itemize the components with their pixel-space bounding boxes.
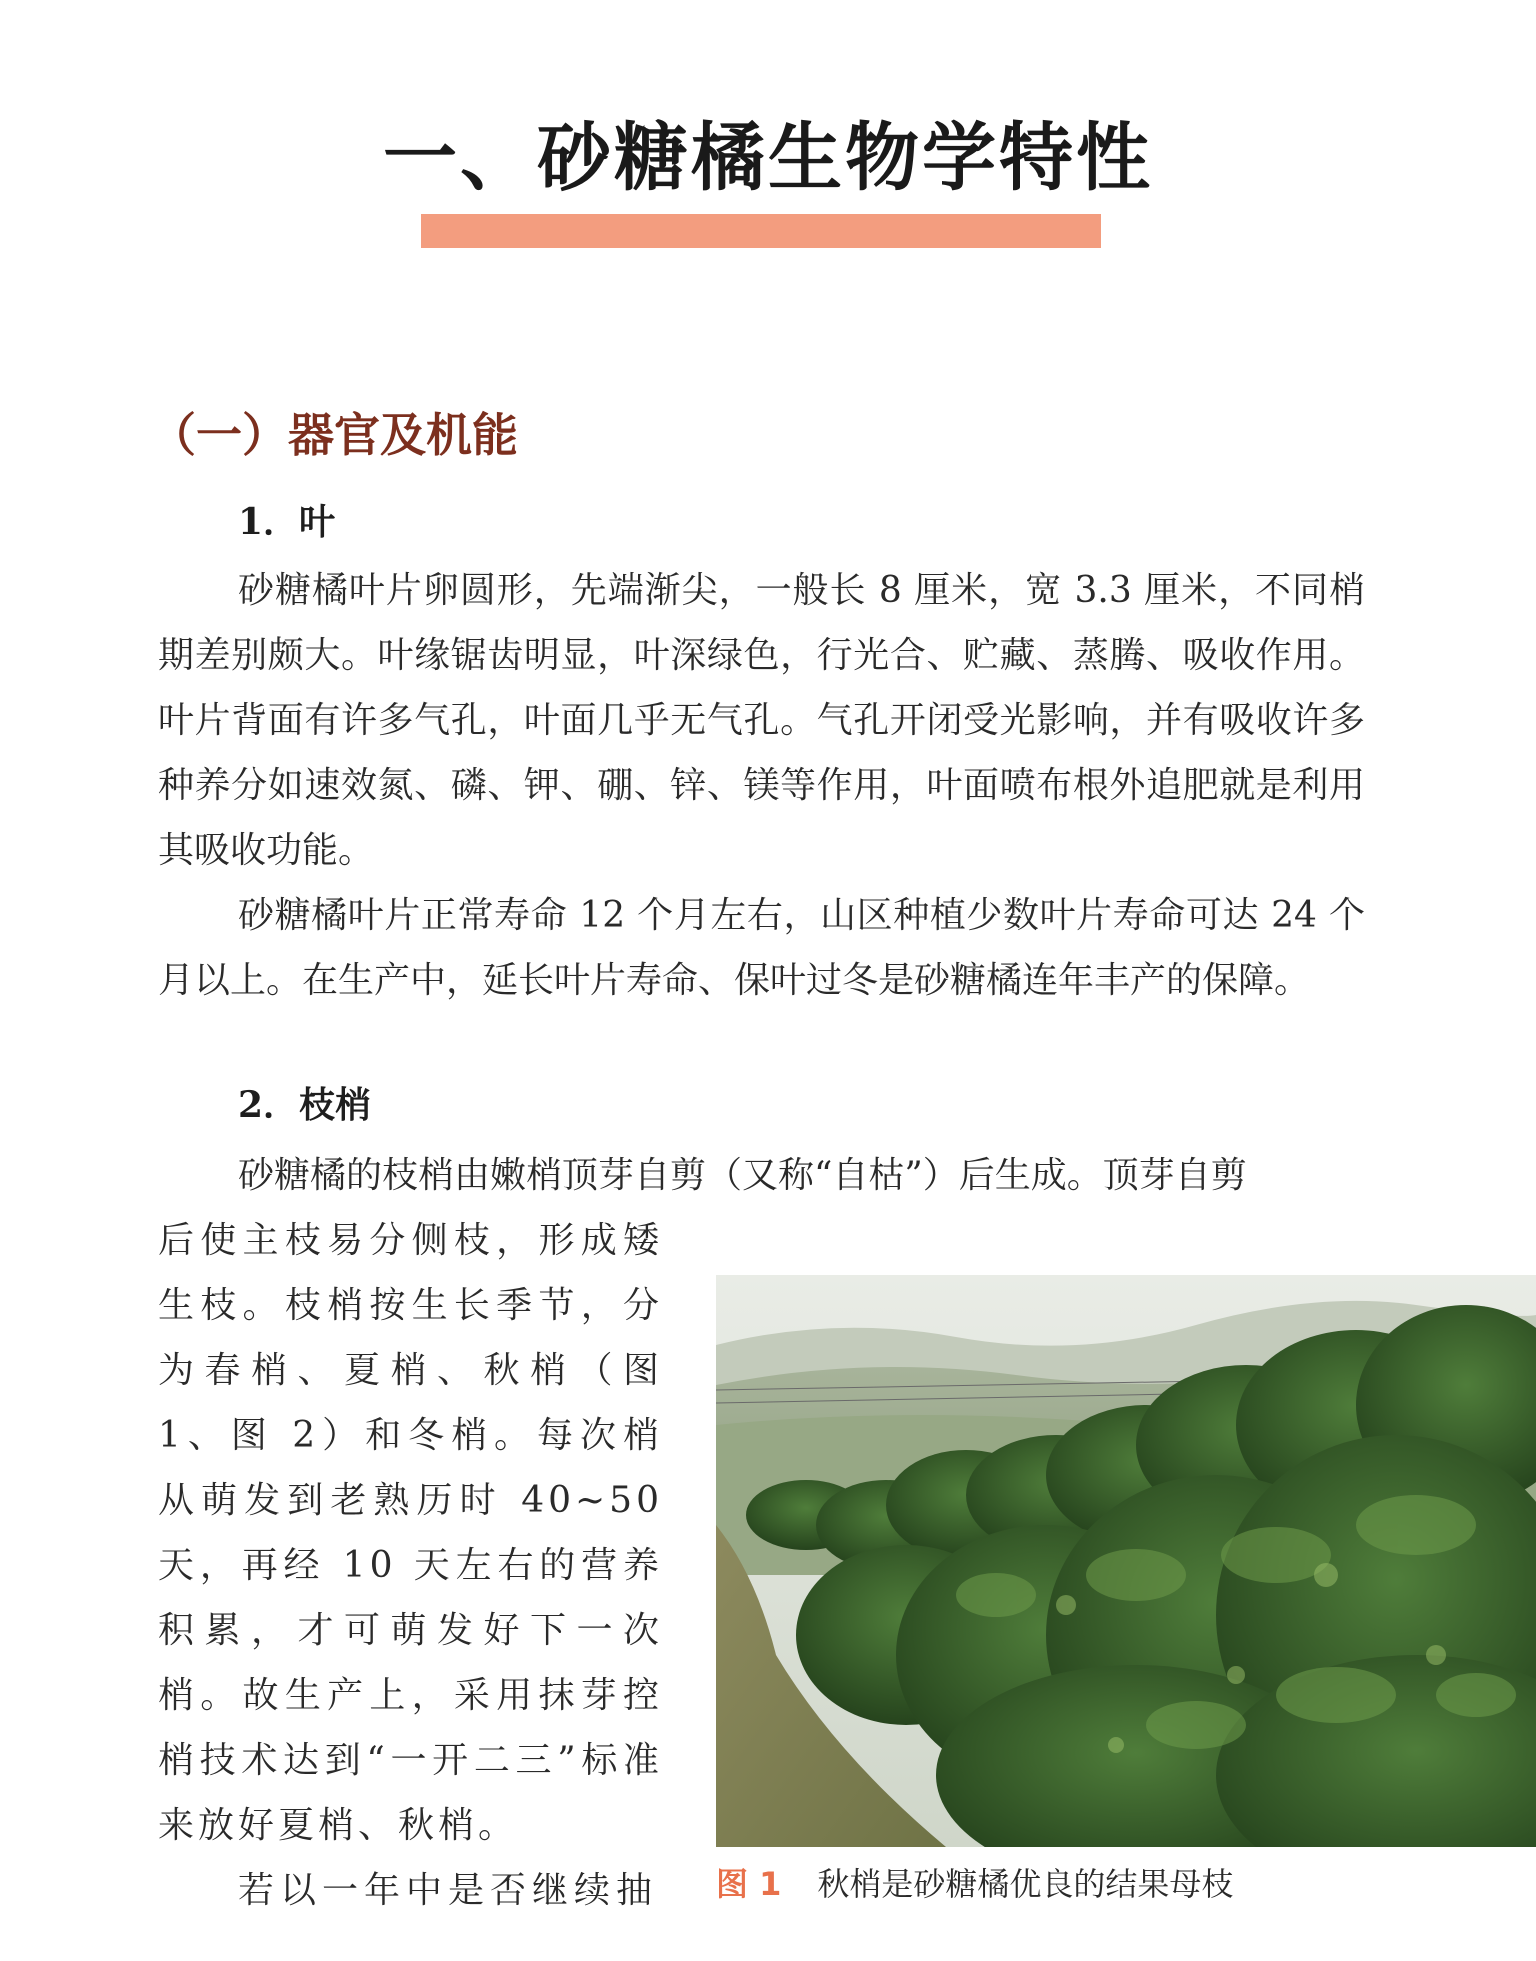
chapter-title: 一、砂糖橘生物学特性 (383, 115, 1153, 201)
section-heading: （一）器官及机能 (150, 408, 518, 462)
figure-label: 图 1 (716, 1865, 782, 1903)
figure-caption (716, 1862, 1233, 1906)
subsection-heading-leaf: 1．叶 (238, 501, 336, 543)
title-underline-bar (421, 214, 1101, 248)
shoot-paragraph-2-start: 若以一年中是否继续抽 (238, 1870, 659, 1911)
subsection-heading-shoot: 2．枝梢 (238, 1084, 372, 1126)
shoot-paragraph-1-first-line: 砂糖橘的枝梢由嫩梢顶芽自剪（又称“自枯”）后生成。顶芽自剪 (238, 1155, 1247, 1196)
figure-citrus-orchard-photo (716, 1275, 1536, 1847)
figure-caption-text: 秋梢是砂糖橘优良的结果母枝 (817, 1865, 1234, 1903)
leaf-paragraph-2: 砂糖橘叶片正常寿命 12 个月左右，山区种植少数叶片寿命可达 24 个月以上。在生产中，延长叶片寿命、保叶过冬是砂糖橘连年丰产的保障。 (158, 895, 1365, 1001)
shoot-paragraph-1-wrapped: 后使主枝易分侧枝，形成矮生枝。枝梢按生长季节，分为春梢、夏梢、秋梢（图 1、图 2）和冬梢。每次梢从萌发到老熟历时 40~50 天，再经 10 天左右的营养积累，才可萌发好下一次梢。故生产上，采用抹芽控梢技术达到“一开二三”标准来放好夏梢、秋梢。 (158, 1220, 663, 1846)
leaf-paragraph-1: 砂糖橘叶片卵圆形，先端渐尖，一般长 8 厘米，宽 3.3 厘米，不同梢期差别颇大。叶缘锯齿明显，叶深绿色，行光合、贮藏、蒸腾、吸收作用。叶片背面有许多气孔，叶面几乎无气孔。气孔开闭受光影响，并有吸收许多种养分如速效氮、磷、钾、硼、锌、镁等作用，叶面喷布根外追肥就是利用其吸收功能。 (158, 570, 1365, 871)
